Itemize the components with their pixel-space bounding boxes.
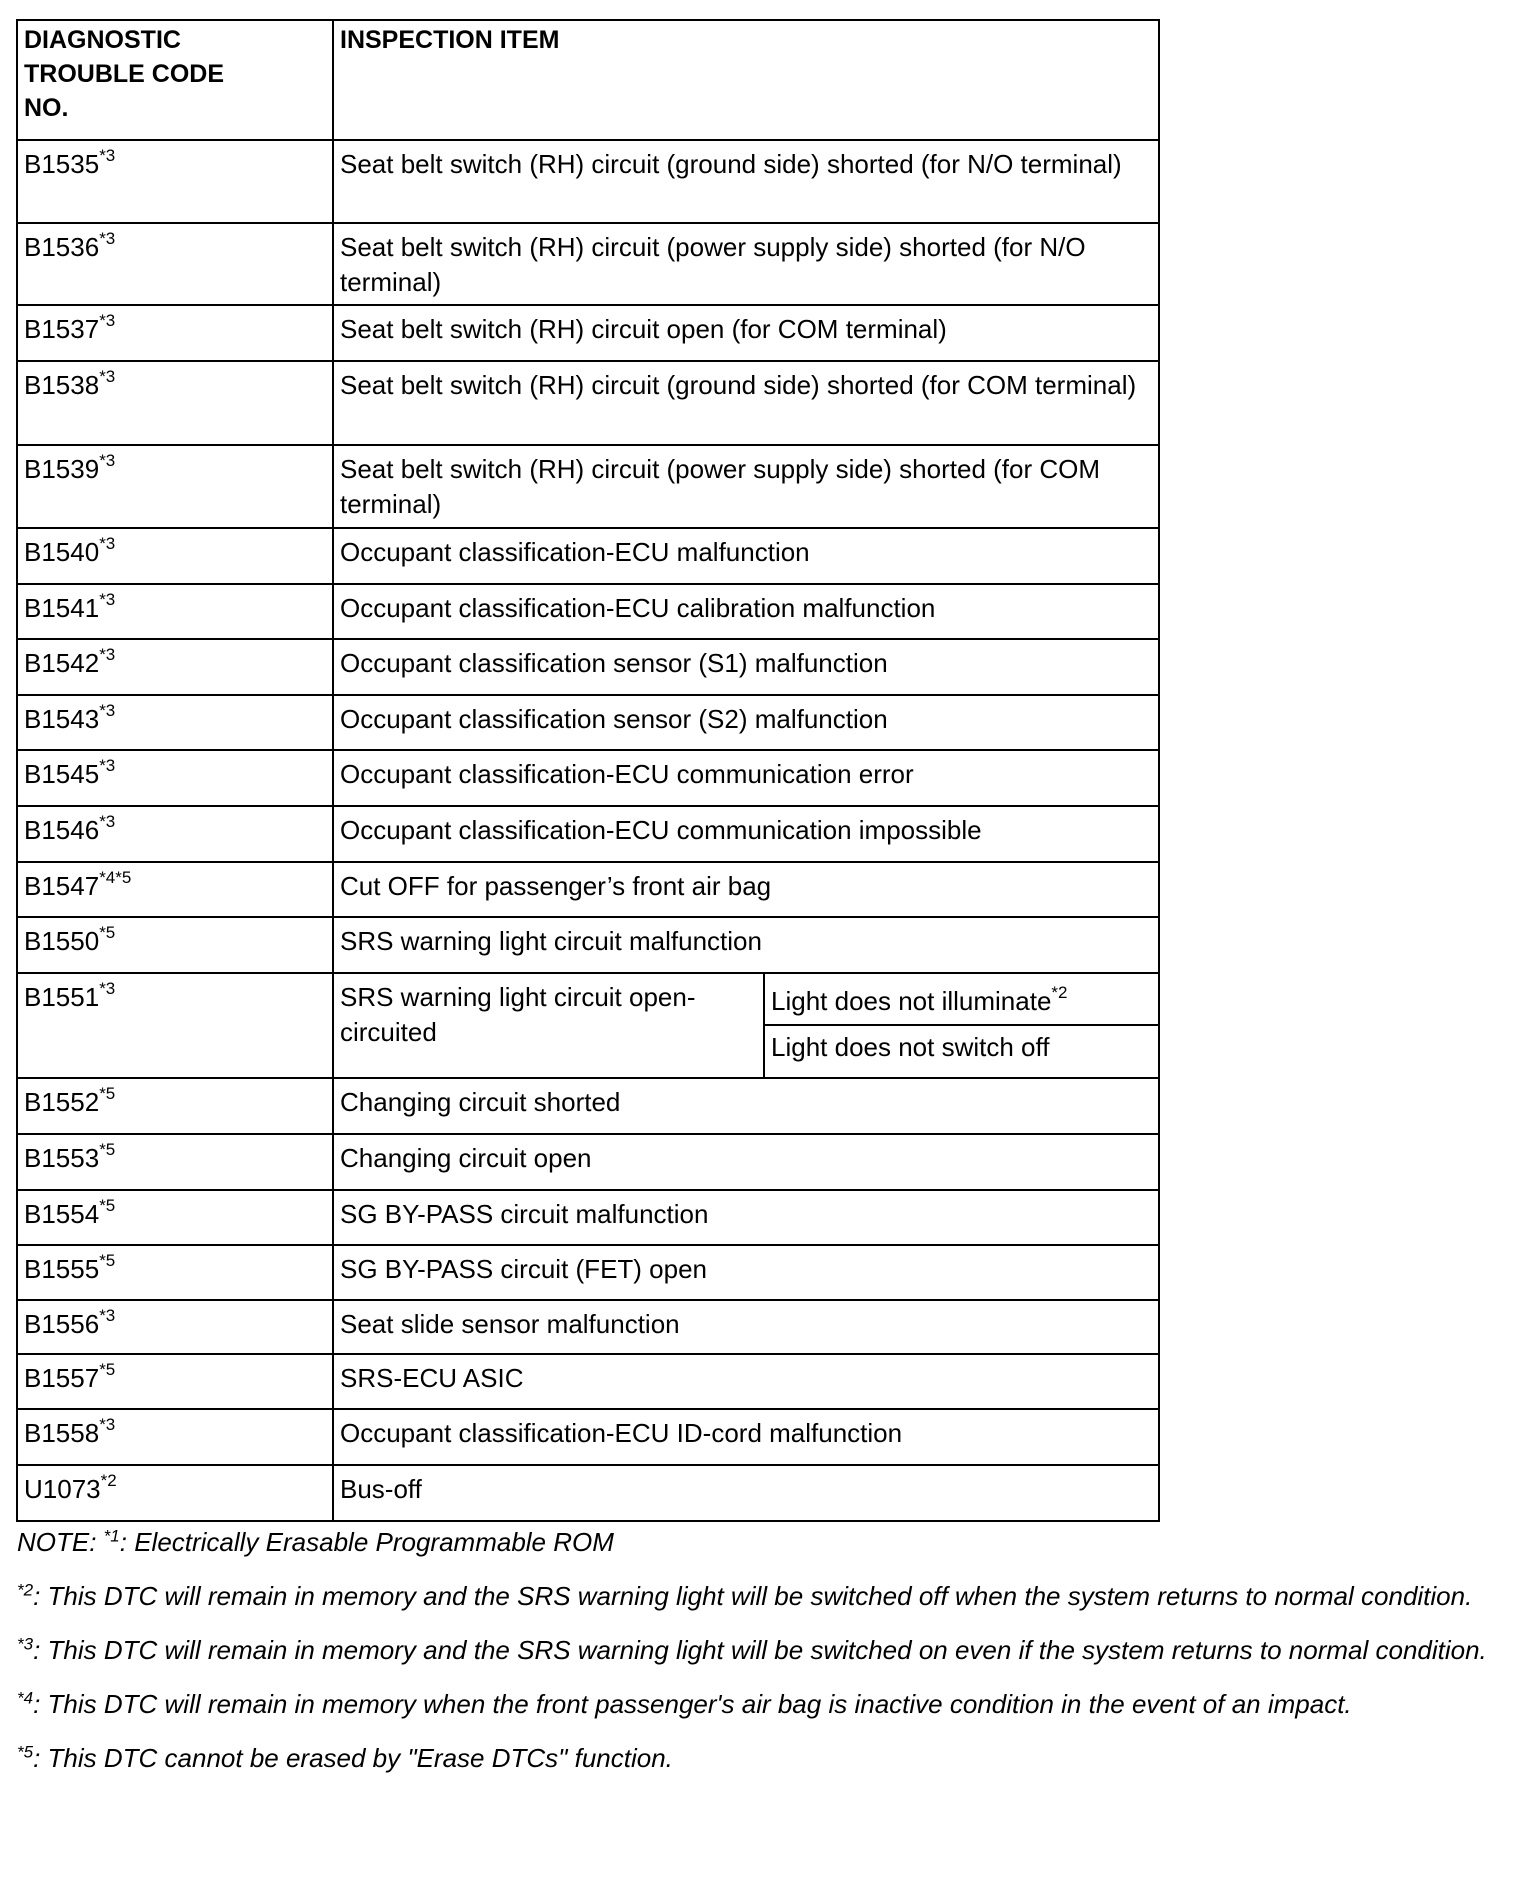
inspection-item-cell xyxy=(333,1134,1159,1190)
dtc-code: B1539 xyxy=(24,454,100,484)
inspection-item-cell xyxy=(333,862,1159,917)
table-row xyxy=(17,973,1159,1025)
footnote xyxy=(17,1686,1497,1722)
dtc-table xyxy=(16,19,1160,1522)
footnote-mark: *5 xyxy=(99,923,116,943)
footnote-text: : This DTC will remain in memory and the SRS warning light will be switched on even if the system returns to normal condition. xyxy=(33,1635,1487,1665)
table-row xyxy=(17,1134,1159,1190)
inspection-item-cell xyxy=(333,1190,1159,1245)
footnote-mark: *4 xyxy=(17,1688,34,1708)
dtc-code-cell xyxy=(17,361,333,445)
table-row xyxy=(17,917,1159,973)
inspection-item: Occupant classification sensor (S2) malfunction xyxy=(340,704,888,734)
table-row xyxy=(17,695,1159,750)
table-row xyxy=(17,528,1159,584)
dtc-code: U1073 xyxy=(24,1474,101,1504)
dtc-code-cell xyxy=(17,140,333,223)
inspection-item: SG BY-PASS circuit malfunction xyxy=(340,1199,709,1229)
dtc-code: B1543 xyxy=(24,704,100,734)
inspection-item: Changing circuit open xyxy=(340,1143,592,1173)
dtc-code-cell xyxy=(17,639,333,695)
dtc-code: B1555 xyxy=(24,1254,100,1284)
inspection-item-cell xyxy=(333,305,1159,361)
footnote-mark: *3 xyxy=(99,1306,116,1326)
inspection-item-cell xyxy=(333,639,1159,695)
inspection-item-cell xyxy=(333,584,1159,639)
dtc-code-cell xyxy=(17,1245,333,1300)
dtc-code-cell xyxy=(17,695,333,750)
dtc-code-cell xyxy=(17,1409,333,1465)
footnote-text: : This DTC will remain in memory and the SRS warning light will be switched off when the system returns to normal condition. xyxy=(33,1581,1473,1611)
footnote xyxy=(17,1524,1497,1560)
inspection-item: Seat belt switch (RH) circuit (ground side) shorted (for COM terminal) xyxy=(340,370,1137,400)
table-row xyxy=(17,584,1159,639)
table-row xyxy=(17,1078,1159,1134)
dtc-code: B1538 xyxy=(24,370,100,400)
inspection-item-cell xyxy=(333,695,1159,750)
footnote-mark: *1 xyxy=(103,1526,120,1546)
dtc-code-cell xyxy=(17,917,333,973)
inspection-item: Seat belt switch (RH) circuit open (for COM terminal) xyxy=(340,314,947,344)
sub-item-cell xyxy=(764,1025,1159,1078)
inspection-item: Occupant classification-ECU ID-cord malfunction xyxy=(340,1418,903,1448)
table-row xyxy=(17,1409,1159,1465)
footnote-mark: *3 xyxy=(99,229,116,249)
inspection-item: Seat belt switch (RH) circuit (power supply side) shorted (for COM terminal) xyxy=(340,454,1101,519)
footnote-mark: *3 xyxy=(99,534,116,554)
footnote-prefix: NOTE: xyxy=(17,1527,104,1557)
dtc-code: B1541 xyxy=(24,593,100,623)
sub-item: Light does not switch off xyxy=(771,1032,1050,1062)
inspection-item: Changing circuit shorted xyxy=(340,1087,621,1117)
footnote-text: : Electrically Erasable Programmable ROM xyxy=(119,1527,614,1557)
dtc-code-cell xyxy=(17,973,333,1078)
inspection-item: SRS-ECU ASIC xyxy=(340,1363,524,1393)
inspection-item: Occupant classification-ECU communication impossible xyxy=(340,815,982,845)
dtc-code: B1550 xyxy=(24,926,100,956)
dtc-code-cell xyxy=(17,528,333,584)
dtc-code-cell xyxy=(17,584,333,639)
footnote-mark: *3 xyxy=(99,146,116,166)
inspection-item: SRS warning light circuit malfunction xyxy=(340,926,762,956)
dtc-code: B1542 xyxy=(24,648,100,678)
table-row xyxy=(17,806,1159,862)
dtc-code-cell xyxy=(17,445,333,528)
dtc-code: B1536 xyxy=(24,232,100,262)
footnote-mark: *3 xyxy=(99,590,116,610)
dtc-code-cell xyxy=(17,1078,333,1134)
inspection-item-cell xyxy=(333,445,1159,528)
dtc-code: B1556 xyxy=(24,1309,100,1339)
inspection-item-cell xyxy=(333,528,1159,584)
inspection-item-cell xyxy=(333,1354,1159,1409)
inspection-item: Bus-off xyxy=(340,1474,422,1504)
table-row xyxy=(17,1245,1159,1300)
inspection-item-cell xyxy=(333,1300,1159,1354)
footnote-mark: *5 xyxy=(99,1196,116,1216)
footnote xyxy=(17,1632,1497,1668)
footnote-mark: *5 xyxy=(99,1251,116,1271)
inspection-item: Occupant classification-ECU malfunction xyxy=(340,537,810,567)
inspection-item-cell xyxy=(333,806,1159,862)
inspection-item: Seat belt switch (RH) circuit (ground side) shorted (for N/O terminal) xyxy=(340,149,1122,179)
table-header-row xyxy=(17,20,1159,140)
dtc-code: B1546 xyxy=(24,815,100,845)
footnote-mark: *5 xyxy=(99,1084,116,1104)
table-row xyxy=(17,445,1159,528)
footnote-mark: *3 xyxy=(99,1415,116,1435)
dtc-code: B1535 xyxy=(24,149,100,179)
dtc-code: B1558 xyxy=(24,1418,100,1448)
header-inspection-item: INSPECTION ITEM xyxy=(333,20,1159,140)
inspection-item: Occupant classification-ECU calibration malfunction xyxy=(340,593,936,623)
footnote-mark: *5 xyxy=(99,1360,116,1380)
dtc-code: B1547 xyxy=(24,871,100,901)
footnote-mark: *3 xyxy=(99,367,116,387)
footnote-mark: *3 xyxy=(99,979,116,999)
footnote-mark: *4*5 xyxy=(99,868,132,888)
dtc-code-cell xyxy=(17,1190,333,1245)
inspection-item-cell xyxy=(333,140,1159,223)
inspection-item-cell xyxy=(333,917,1159,973)
table-row xyxy=(17,750,1159,806)
footnote-mark: *3 xyxy=(99,756,116,776)
table-row xyxy=(17,361,1159,445)
inspection-item-cell xyxy=(333,223,1159,305)
inspection-item: SG BY-PASS circuit (FET) open xyxy=(340,1254,708,1284)
sub-item-cell xyxy=(764,973,1159,1025)
footnote-text: : This DTC cannot be erased by "Erase DTCs" function. xyxy=(33,1743,673,1773)
inspection-item-cell xyxy=(333,1465,1159,1521)
footnote xyxy=(17,1740,1497,1776)
table-body xyxy=(17,140,1159,1521)
inspection-item-cell xyxy=(333,1409,1159,1465)
footnote-mark: *5 xyxy=(17,1742,34,1762)
footnote-mark: *2 xyxy=(17,1580,34,1600)
footnote-text: : This DTC will remain in memory when the front passenger's air bag is inactive condition in the event of an impact. xyxy=(33,1689,1352,1719)
footnote-mark: *3 xyxy=(99,645,116,665)
dtc-code-cell xyxy=(17,750,333,806)
table-row xyxy=(17,1190,1159,1245)
footnote-mark: *5 xyxy=(99,1140,116,1160)
table-row xyxy=(17,1465,1159,1521)
inspection-item-cell xyxy=(333,750,1159,806)
inspection-item: Occupant classification-ECU communication error xyxy=(340,759,914,789)
footnote-mark: *3 xyxy=(99,812,116,832)
dtc-code: B1554 xyxy=(24,1199,100,1229)
table-row xyxy=(17,639,1159,695)
inspection-item-cell xyxy=(333,1245,1159,1300)
dtc-code: B1552 xyxy=(24,1087,100,1117)
dtc-code-cell xyxy=(17,1300,333,1354)
dtc-code: B1551 xyxy=(24,982,100,1012)
footnote-mark: *3 xyxy=(17,1634,34,1654)
table-row xyxy=(17,862,1159,917)
footnote xyxy=(17,1578,1497,1614)
table-row xyxy=(17,140,1159,223)
inspection-item-cell xyxy=(333,361,1159,445)
header-dtc-no: DIAGNOSTIC TROUBLE CODE NO. xyxy=(17,20,333,140)
dtc-code-cell xyxy=(17,305,333,361)
inspection-item: Cut OFF for passenger’s front air bag xyxy=(340,871,772,901)
inspection-item: Occupant classification sensor (S1) malfunction xyxy=(340,648,888,678)
dtc-code: B1553 xyxy=(24,1143,100,1173)
inspection-item-cell xyxy=(333,1078,1159,1134)
table-row xyxy=(17,305,1159,361)
footnote-mark: *3 xyxy=(99,451,116,471)
inspection-item: Seat belt switch (RH) circuit (power supply side) shorted (for N/O terminal) xyxy=(340,232,1086,297)
dtc-code-cell xyxy=(17,223,333,305)
inspection-item: SRS warning light circuit open-circuited xyxy=(340,982,696,1047)
table-row xyxy=(17,1300,1159,1354)
dtc-code: B1537 xyxy=(24,314,100,344)
footnote-mark: *3 xyxy=(99,701,116,721)
footnotes xyxy=(17,1524,1497,1794)
footnote-mark: *2 xyxy=(1051,983,1068,1003)
footnote-mark: *3 xyxy=(99,311,116,331)
dtc-code: B1545 xyxy=(24,759,100,789)
inspection-item: Seat slide sensor malfunction xyxy=(340,1309,680,1339)
dtc-code: B1540 xyxy=(24,537,100,567)
dtc-code-cell xyxy=(17,806,333,862)
table-row xyxy=(17,223,1159,305)
dtc-code-cell xyxy=(17,1354,333,1409)
table-row xyxy=(17,1354,1159,1409)
dtc-code-cell xyxy=(17,862,333,917)
sub-item: Light does not illuminate xyxy=(771,986,1052,1016)
dtc-code: B1557 xyxy=(24,1363,100,1393)
inspection-item-cell xyxy=(333,973,764,1078)
dtc-code-cell xyxy=(17,1465,333,1521)
footnote-mark: *2 xyxy=(100,1471,117,1491)
dtc-code-cell xyxy=(17,1134,333,1190)
